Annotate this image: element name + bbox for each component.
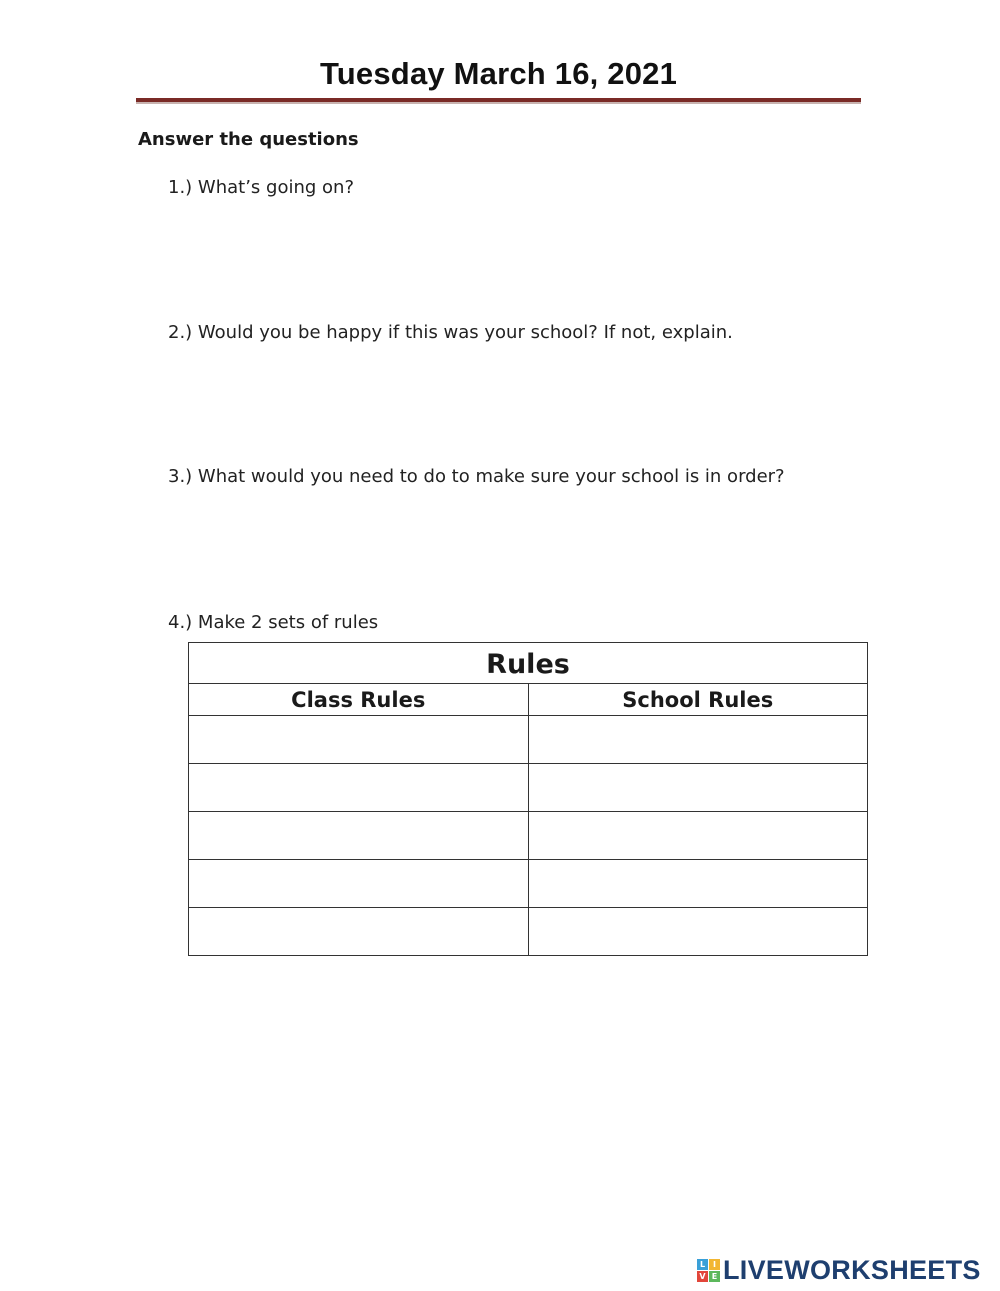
page-title: Tuesday March 16, 2021 xyxy=(319,56,678,91)
school-rule-cell[interactable] xyxy=(528,908,868,956)
column-header-school-rules: School Rules xyxy=(528,684,868,716)
rules-caption-text: Rules xyxy=(486,648,570,680)
school-rule-cell[interactable] xyxy=(528,716,868,764)
logo-mark-letter: V xyxy=(697,1271,708,1282)
logo-mark-icon xyxy=(697,1259,720,1282)
table-row xyxy=(189,908,868,956)
logo-mark-letter: I xyxy=(709,1259,720,1270)
question-2: 2.) Would you be happy if this was your school? If not, explain. xyxy=(168,322,733,343)
rules-table-caption xyxy=(189,643,868,684)
school-rule-cell[interactable] xyxy=(528,860,868,908)
title-divider xyxy=(136,98,861,102)
school-rule-cell[interactable] xyxy=(528,812,868,860)
class-rule-cell[interactable] xyxy=(189,716,529,764)
class-rule-cell[interactable] xyxy=(189,812,529,860)
question-1: 1.) What’s going on? xyxy=(168,177,355,198)
instructions-heading: Answer the questions xyxy=(138,129,359,150)
class-rule-cell[interactable] xyxy=(189,860,529,908)
logo-mark-letter: L xyxy=(697,1259,708,1270)
table-row xyxy=(189,812,868,860)
school-rule-cell[interactable] xyxy=(528,764,868,812)
question-4: 4.) Make 2 sets of rules xyxy=(168,612,379,633)
logo-text: LIVEWORKSHEETS xyxy=(723,1254,981,1285)
column-header-class-rules: Class Rules xyxy=(189,684,529,716)
table-row xyxy=(189,860,868,908)
rules-table xyxy=(188,642,868,956)
question-3: 3.) What would you need to do to make sure your school is in order? xyxy=(168,466,785,487)
logo-mark-letter: E xyxy=(709,1271,720,1282)
class-rule-cell[interactable] xyxy=(189,908,529,956)
class-rule-cell[interactable] xyxy=(189,764,529,812)
table-row xyxy=(189,716,868,764)
liveworksheets-logo[interactable] xyxy=(697,1256,981,1284)
table-row xyxy=(189,764,868,812)
